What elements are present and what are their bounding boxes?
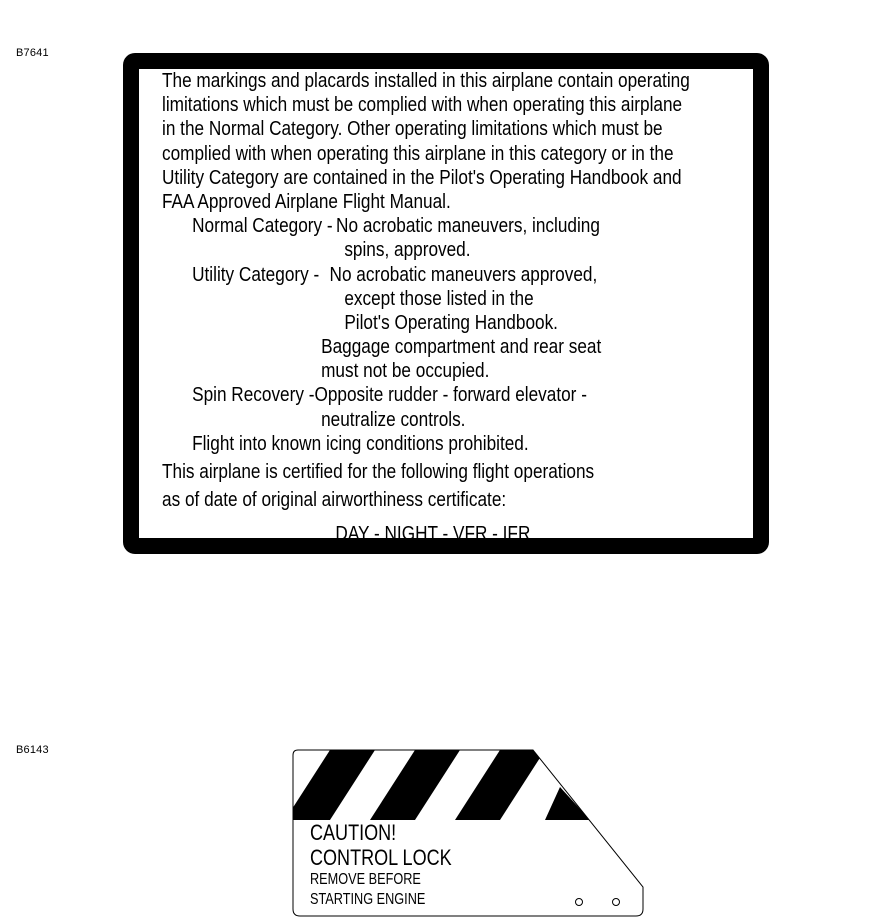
- intro-line-6: FAA Approved Airplane Flight Manual.: [162, 190, 451, 213]
- utility-category-row: [162, 263, 764, 287]
- spin-recovery-label: Spin Recovery -: [192, 384, 315, 407]
- utility-category-label: Utility Category -: [192, 263, 320, 286]
- remove-before-text: REMOVE BEFORE: [310, 871, 421, 888]
- intro-line-3: in the Normal Category. Other operating limitations which must be: [162, 118, 663, 141]
- spin-recovery-text-2: neutralize controls.: [321, 408, 466, 431]
- intro-line-1: The markings and placards installed in this airplane contain operating: [162, 70, 690, 92]
- spin-recovery-text-1: Opposite rudder - forward elevator -: [314, 384, 587, 407]
- normal-category-row: [162, 214, 764, 238]
- mounting-hole-right: [613, 899, 620, 906]
- baggage-text-1: Baggage compartment and rear seat: [321, 336, 602, 359]
- utility-category-text-2: except those listed in the: [344, 287, 534, 310]
- spin-recovery-row: [162, 383, 764, 407]
- utility-category-text-3: Pilot's Operating Handbook.: [344, 311, 558, 334]
- normal-category-text-2: spins, approved.: [344, 239, 471, 262]
- operating-limitations-placard: [123, 53, 769, 554]
- cert-line-2: as of date of original airworthiness certificate:: [162, 489, 507, 512]
- placard-text-block: [162, 69, 764, 547]
- mounting-hole-left: [576, 899, 583, 906]
- intro-line-2: limitations which must be complied with when operating this airplane: [162, 94, 683, 117]
- intro-line-4: complied with when operating this airplane in this category or in the: [162, 142, 674, 165]
- utility-category-text-1: No acrobatic maneuvers approved,: [329, 263, 598, 286]
- normal-category-label: Normal Category -: [192, 215, 333, 238]
- figure-id-b7641: B7641: [16, 47, 49, 59]
- control-lock-subtitle: CONTROL LOCK: [310, 845, 452, 870]
- normal-category-text-1: No acrobatic maneuvers, including: [336, 215, 600, 238]
- starting-engine-text: STARTING ENGINE: [310, 891, 426, 908]
- caution-title: CAUTION!: [310, 820, 397, 845]
- icing-line: Flight into known icing conditions prohibited.: [192, 432, 529, 455]
- baggage-text-2: must not be occupied.: [321, 360, 490, 383]
- cert-line-1: This airplane is certified for the following flight operations: [162, 461, 595, 483]
- intro-line-5: Utility Category are contained in the Pilot's Operating Handbook and: [162, 166, 682, 189]
- operations-line: DAY - NIGHT - VFR - IFR: [335, 523, 531, 546]
- figure-id-b6143: B6143: [16, 744, 49, 756]
